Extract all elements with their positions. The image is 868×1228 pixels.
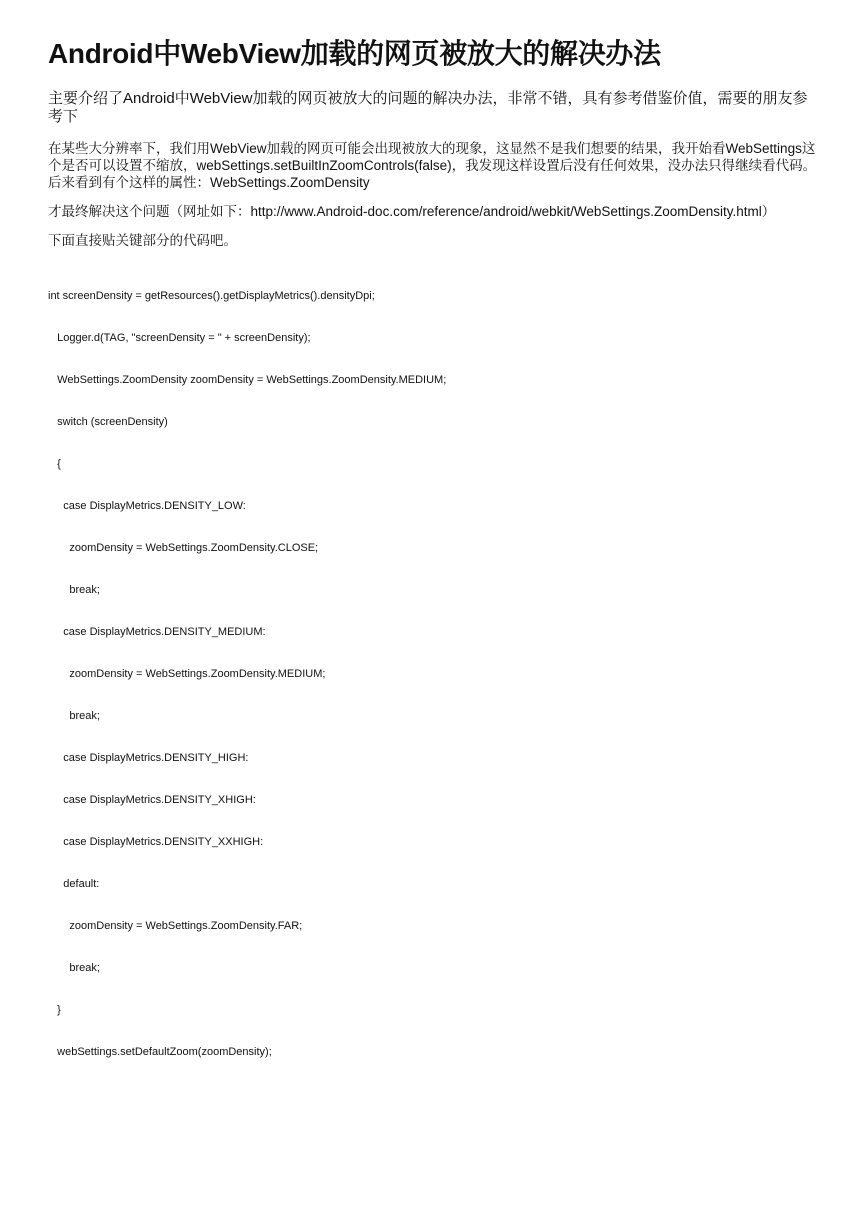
code-line: case DisplayMetrics.DENSITY_LOW: (48, 500, 246, 512)
code-line: break; (48, 710, 100, 722)
body-paragraph-2: 才最终解决这个问题（网址如下：http://www.Android-doc.com/reference/android/webkit/WebSettings.ZoomDensity.html） (48, 204, 776, 219)
code-line: break; (48, 584, 100, 596)
document-page (48, 34, 820, 1087)
code-line: webSettings.setDefaultZoom(zoomDensity); (48, 1046, 272, 1058)
code-line: } (48, 1004, 61, 1016)
code-line: break; (48, 962, 100, 974)
code-line: case DisplayMetrics.DENSITY_HIGH: (48, 752, 249, 764)
summary-paragraph: 主要介绍了Android中WebView加载的网页被放大的问题的解决办法，非常不错，具有参考借鉴价值，需要的朋友参考下 (48, 90, 808, 125)
code-line: case DisplayMetrics.DENSITY_XHIGH: (48, 794, 256, 806)
code-line: case DisplayMetrics.DENSITY_MEDIUM: (48, 626, 266, 638)
code-line: { (48, 458, 61, 470)
page-title: Android中WebView加载的网页被放大的解决办法 (48, 38, 661, 69)
code-line: zoomDensity = WebSettings.ZoomDensity.MEDIUM; (48, 668, 326, 680)
code-line: Logger.d(TAG, "screenDensity = " + screenDensity); (48, 332, 311, 344)
code-line: zoomDensity = WebSettings.ZoomDensity.FAR; (48, 920, 303, 932)
code-line: zoomDensity = WebSettings.ZoomDensity.CLOSE; (48, 542, 319, 554)
body-paragraph-1: 在某些大分辨率下，我们用WebView加载的网页可能会出现被放大的现象，这显然不是我们想要的结果，我开始看WebSettings这个是否可以设置不缩放，webSettings.setBuiltInZoomControls(false)，我发现这样设置后没有任何效果，没办法只得继续看代码。后来看到有个这样的属性：WebSettings.ZoomDensity (48, 141, 817, 190)
code-line: WebSettings.ZoomDensity zoomDensity = WebSettings.ZoomDensity.MEDIUM; (48, 374, 447, 386)
code-line: switch (screenDensity) (48, 416, 168, 428)
code-line: int screenDensity = getResources().getDisplayMetrics().densityDpi; (48, 290, 375, 302)
code-block (48, 261, 820, 1087)
code-line: case DisplayMetrics.DENSITY_XXHIGH: (48, 836, 264, 848)
code-line: default: (48, 878, 100, 890)
body-paragraph-3: 下面直接贴关键部分的代码吧。 (48, 233, 237, 248)
